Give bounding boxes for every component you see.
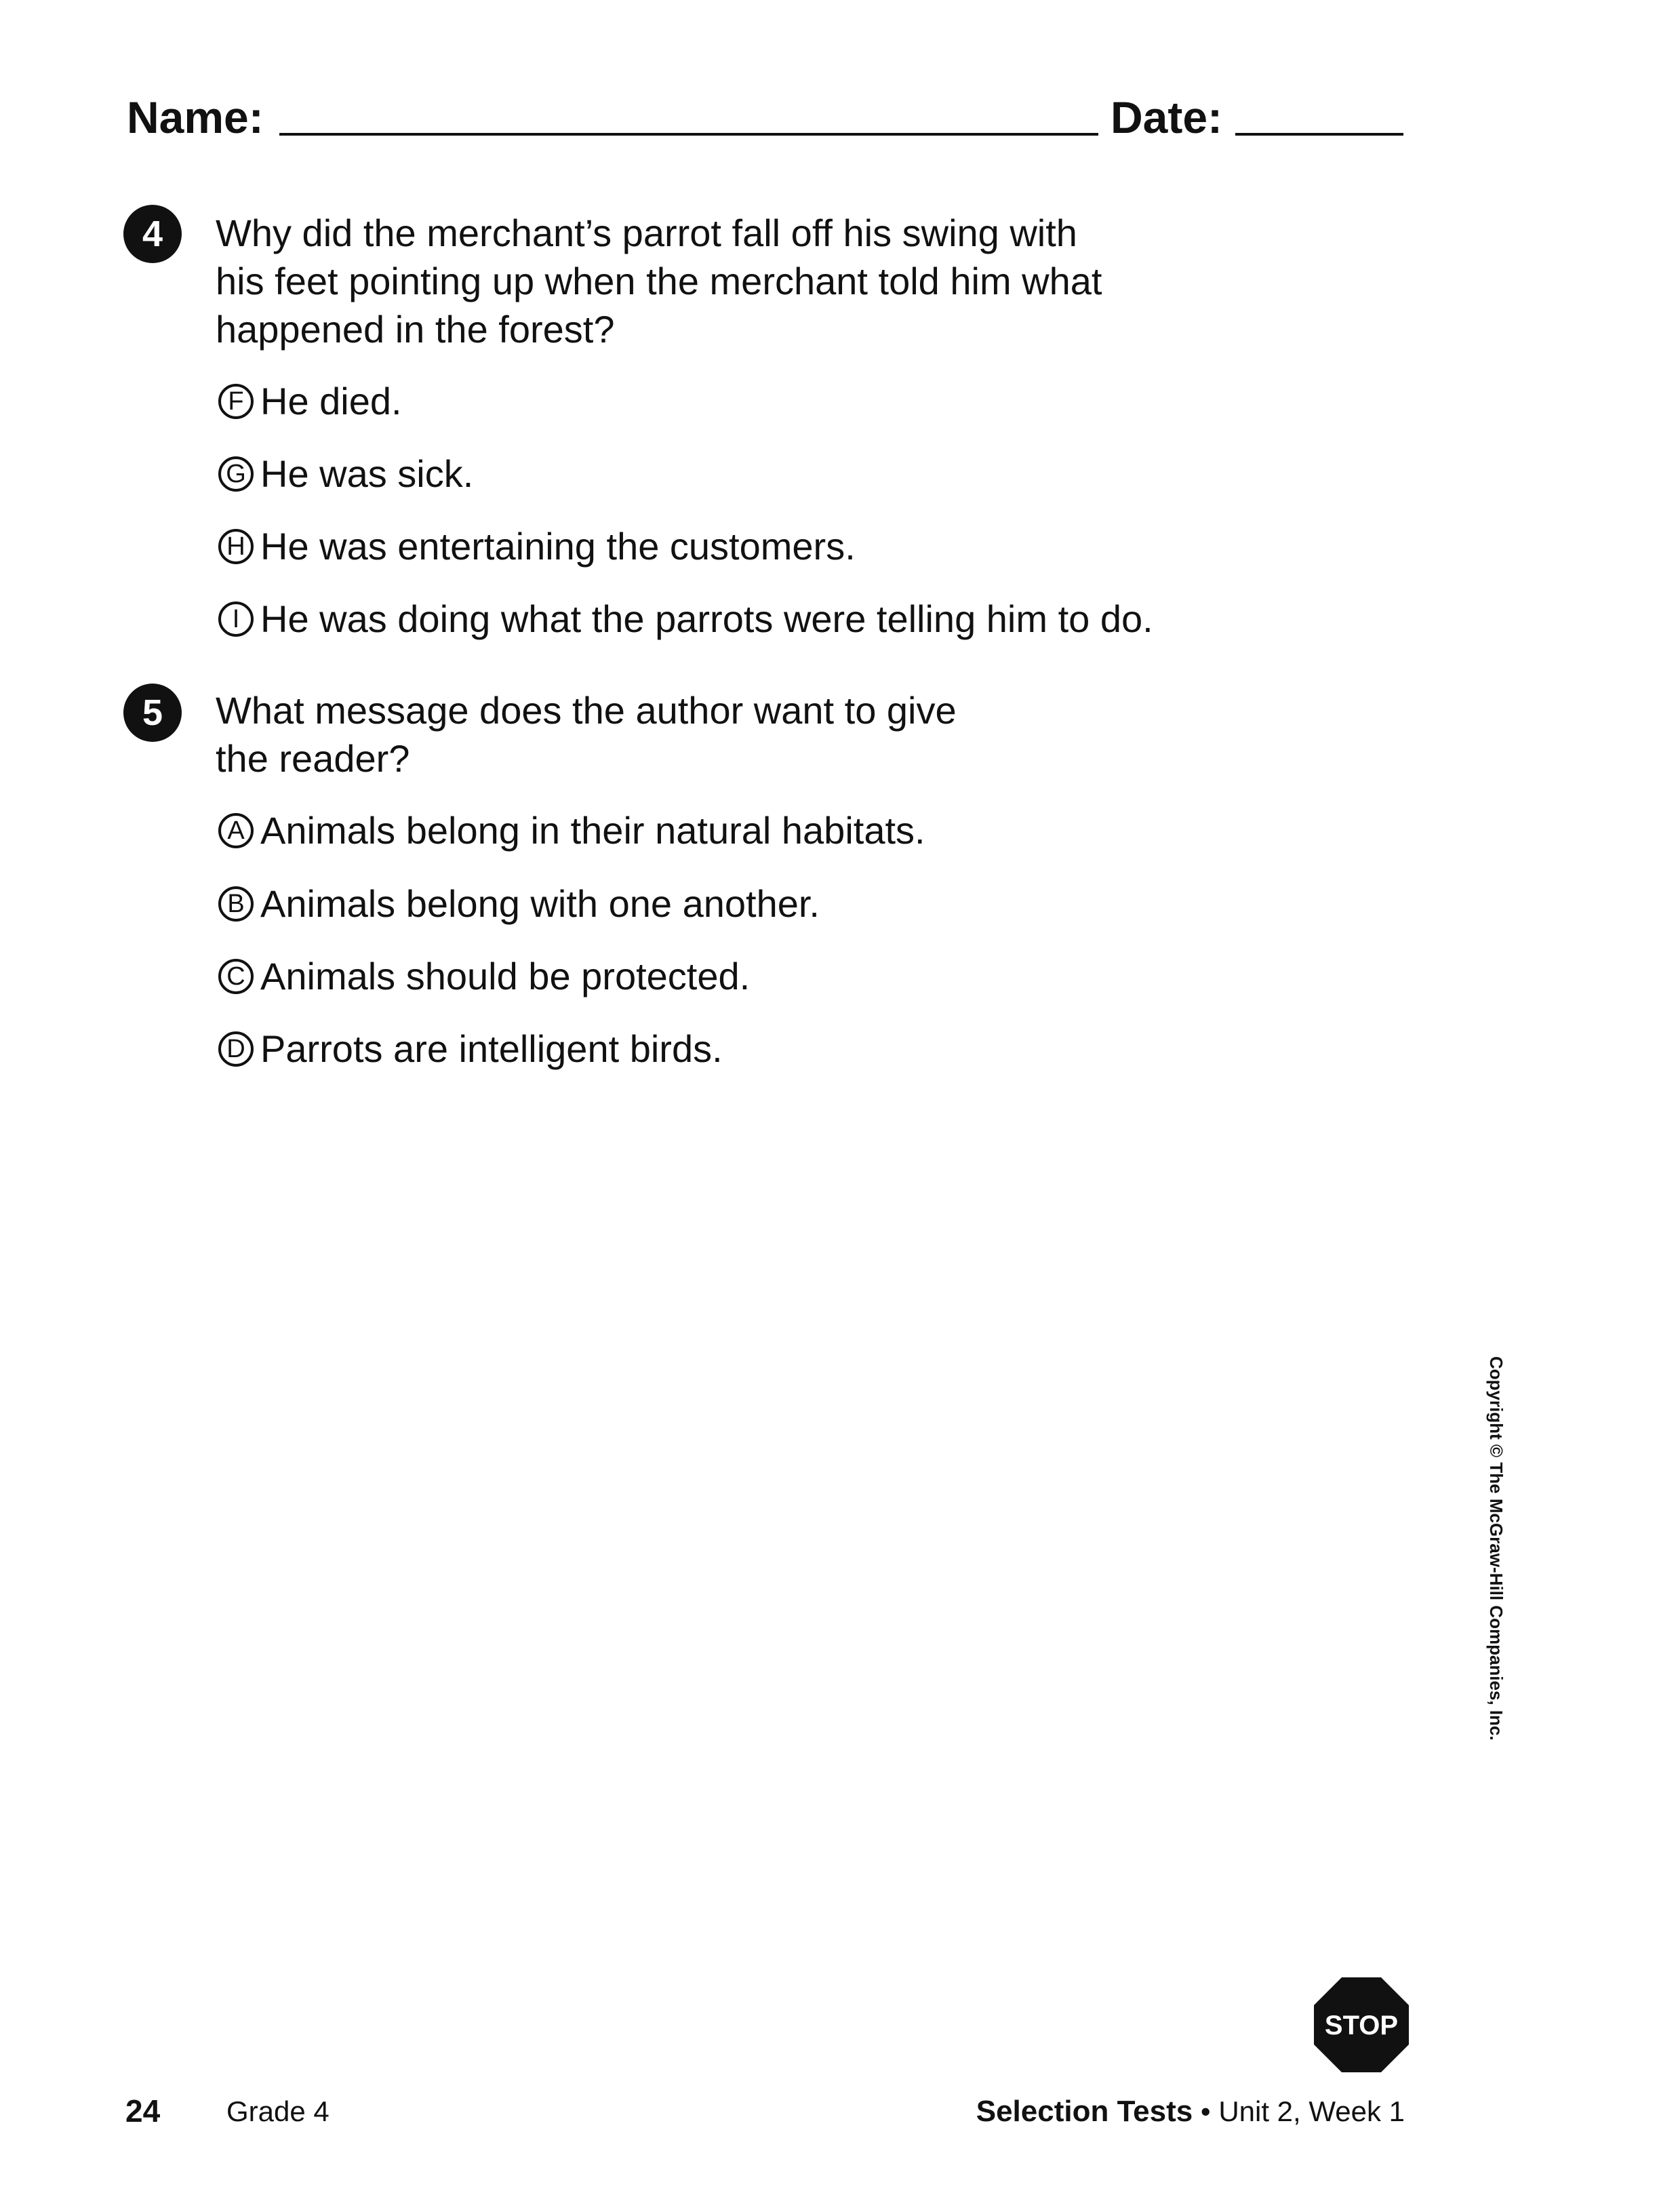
- answer-text: Animals should be protected.: [260, 955, 751, 998]
- answer-text: He was doing what the parrots were telling him to do.: [260, 597, 1153, 640]
- answer-text: He was entertaining the customers.: [260, 525, 856, 568]
- question-line: Why did the merchant’s parrot fall off his swing with: [216, 212, 1077, 254]
- date-label: Date:: [1111, 92, 1223, 142]
- question-line: the reader?: [216, 737, 410, 780]
- answer-bubble[interactable]: C: [218, 959, 254, 994]
- answer-option-d[interactable]: [218, 1025, 723, 1073]
- question-line: What message does the author want to give: [216, 689, 957, 732]
- answer-bubble[interactable]: A: [218, 813, 254, 848]
- unit-week: Unit 2, Week 1: [1218, 2095, 1405, 2127]
- answer-text: Animals belong with one another.: [260, 882, 820, 925]
- stop-sign-icon: [1314, 1977, 1409, 2072]
- answer-bubble[interactable]: B: [218, 886, 254, 922]
- name-field-line[interactable]: [279, 133, 1098, 136]
- footer-series: [976, 2097, 1405, 2127]
- grade-label: Grade 4: [226, 2095, 329, 2127]
- answer-bubble[interactable]: D: [218, 1031, 254, 1067]
- answer-bubble[interactable]: I: [218, 601, 254, 637]
- series-title: Selection Tests: [976, 2095, 1193, 2128]
- answer-option-h[interactable]: [218, 523, 856, 570]
- question-4-text: [216, 209, 1102, 353]
- question-line: his feet pointing up when the merchant told him what: [216, 260, 1102, 302]
- answer-option-a[interactable]: [218, 807, 925, 854]
- answer-bubble[interactable]: H: [218, 529, 254, 564]
- copyright-notice: Copyright © The McGraw-Hill Companies, Inc.: [1486, 1356, 1506, 1741]
- answer-bubble[interactable]: F: [218, 384, 254, 419]
- answer-text: Animals belong in their natural habitats.: [260, 809, 925, 852]
- answer-option-g[interactable]: [218, 450, 473, 498]
- bullet-separator: •: [1200, 2095, 1211, 2127]
- answer-text: He died.: [260, 380, 402, 422]
- page-number: 24: [125, 2093, 161, 2129]
- stop-sign-label: STOP: [1324, 2011, 1399, 2040]
- answer-text: He was sick.: [260, 452, 474, 495]
- question-number-badge: 5: [123, 684, 182, 742]
- question-line: happened in the forest?: [216, 308, 615, 351]
- answer-option-i[interactable]: [218, 595, 1153, 643]
- answer-bubble[interactable]: G: [218, 456, 254, 492]
- answer-option-b[interactable]: [218, 880, 820, 928]
- question-5-text: [216, 686, 957, 783]
- answer-text: Parrots are intelligent birds.: [260, 1027, 723, 1070]
- date-field-line[interactable]: [1235, 133, 1403, 136]
- answer-option-c[interactable]: [218, 953, 750, 1000]
- answer-option-f[interactable]: [218, 378, 402, 425]
- name-label: Name:: [127, 92, 264, 142]
- question-number-badge: 4: [123, 205, 182, 263]
